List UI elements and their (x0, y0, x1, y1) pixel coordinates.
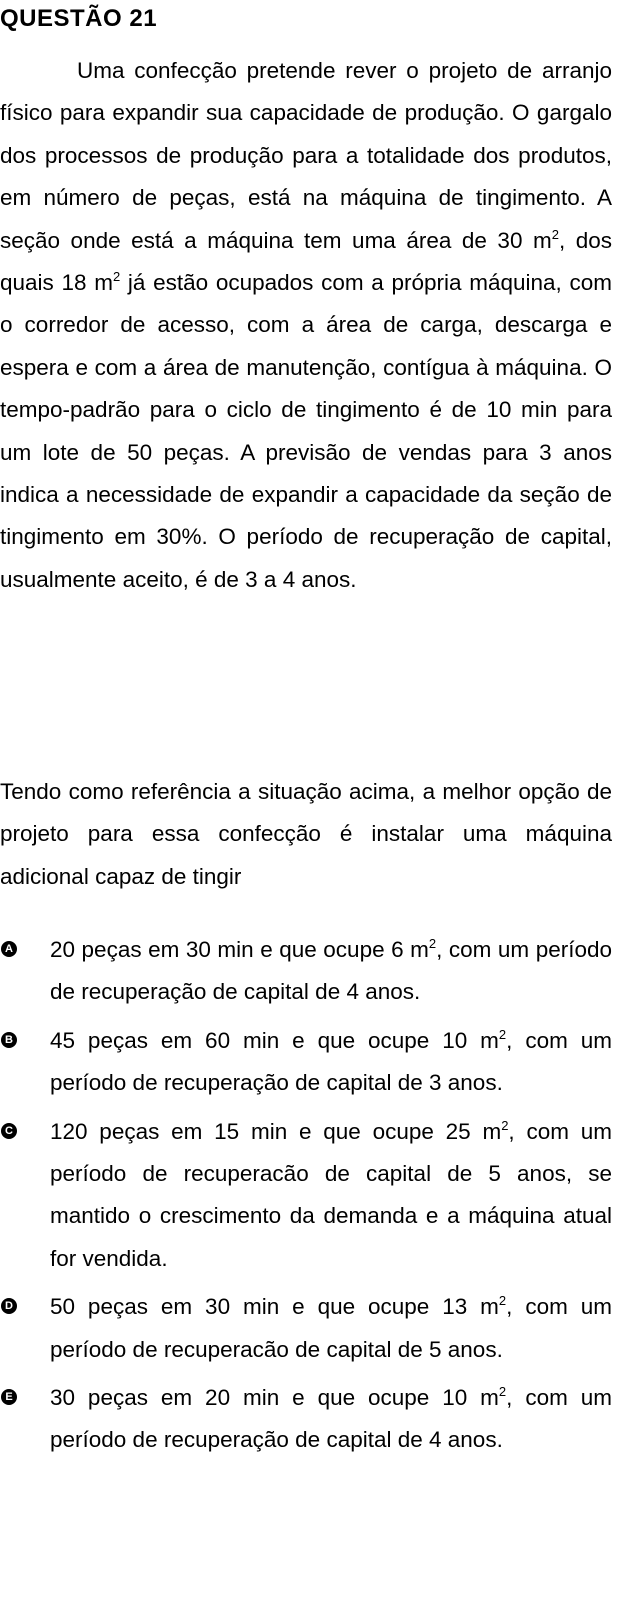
option-text: 50 peças em 30 min e que ocupe 13 m (50, 1294, 499, 1320)
answer-options (0, 929, 612, 1468)
question-prompt: Tendo como referência a situação acima, a melhor opção de projeto para essa confecção é instalar uma máquina adicional capaz de tingir (0, 779, 612, 889)
question-title: QUESTÃO 21 (0, 5, 158, 32)
option-text: 120 peças em 15 min e que ocupe 25 m (50, 1118, 502, 1144)
superscript-squared: 2 (498, 1384, 507, 1400)
superscript-squared: 2 (498, 1026, 507, 1042)
option-text: 20 peças em 30 min e que ocupe 6 m (50, 937, 429, 962)
option-text-continued: , com um período de recuperação de capital de 3 anos. (50, 1027, 612, 1096)
option-e[interactable] (0, 1377, 612, 1462)
option-text: 30 peças em 20 min e que ocupe 10 m (50, 1385, 499, 1411)
option-b[interactable] (0, 1020, 612, 1105)
option-text-continued: , com um período de recuperacão de capital de 5 anos. (50, 1294, 612, 1362)
option-letter-badge: E (1, 1389, 17, 1405)
option-letter-badge: D (1, 1298, 17, 1314)
option-letter-badge: B (1, 1032, 17, 1048)
stem-text-part-1: Uma confecção pretende rever o projeto de arranjo físico para expandir sua capacidade de produção. O gargalo dos processos de produção para a totalidade dos produtos, em número de peças, está na máquina de tingimento. A seção onde está a máquina tem uma área de 30 m (0, 58, 612, 253)
option-text-continued: , com um período de recuperacão de capital de 5 anos, se mantido o crescimento da demanda e a máquina atual for vendida. (50, 1118, 612, 1271)
option-text-continued: , com um período de recuperação de capital de 4 anos. (50, 937, 613, 1005)
option-c[interactable] (0, 1111, 612, 1281)
option-text-continued: , com um período de recuperação de capital de 4 anos. (50, 1385, 612, 1453)
superscript-squared: 2 (501, 1117, 509, 1133)
stem-text-part-3: já estão ocupados com a própria máquina, com o corredor de acesso, com a área de carga, descarga e espera e com a área de manutenção, contígua à máquina. O tempo-padrão para o ciclo de tingimento é de 10 min para um lote de 50 peças. A previsão de vendas para 3 anos indica a necessidade de expandir a capacidade da seção de tingimento em 30%. O período de recuperação de capital, usualmente aceito, é de 3 a 4 anos. (0, 270, 612, 592)
stem-text-part-2: , dos quais 18 m (0, 227, 612, 296)
option-letter-badge: A (1, 941, 17, 957)
superscript-squared: 2 (428, 936, 437, 951)
question-stem (0, 50, 612, 601)
superscript-squared: 2 (112, 269, 121, 285)
superscript-squared: 2 (498, 1293, 507, 1309)
option-text: 45 peças em 60 min e que ocupe 10 m (50, 1027, 499, 1053)
superscript-squared: 2 (551, 226, 559, 242)
option-a[interactable] (0, 929, 612, 1014)
option-d[interactable] (0, 1286, 612, 1371)
option-letter-badge: C (1, 1123, 17, 1139)
